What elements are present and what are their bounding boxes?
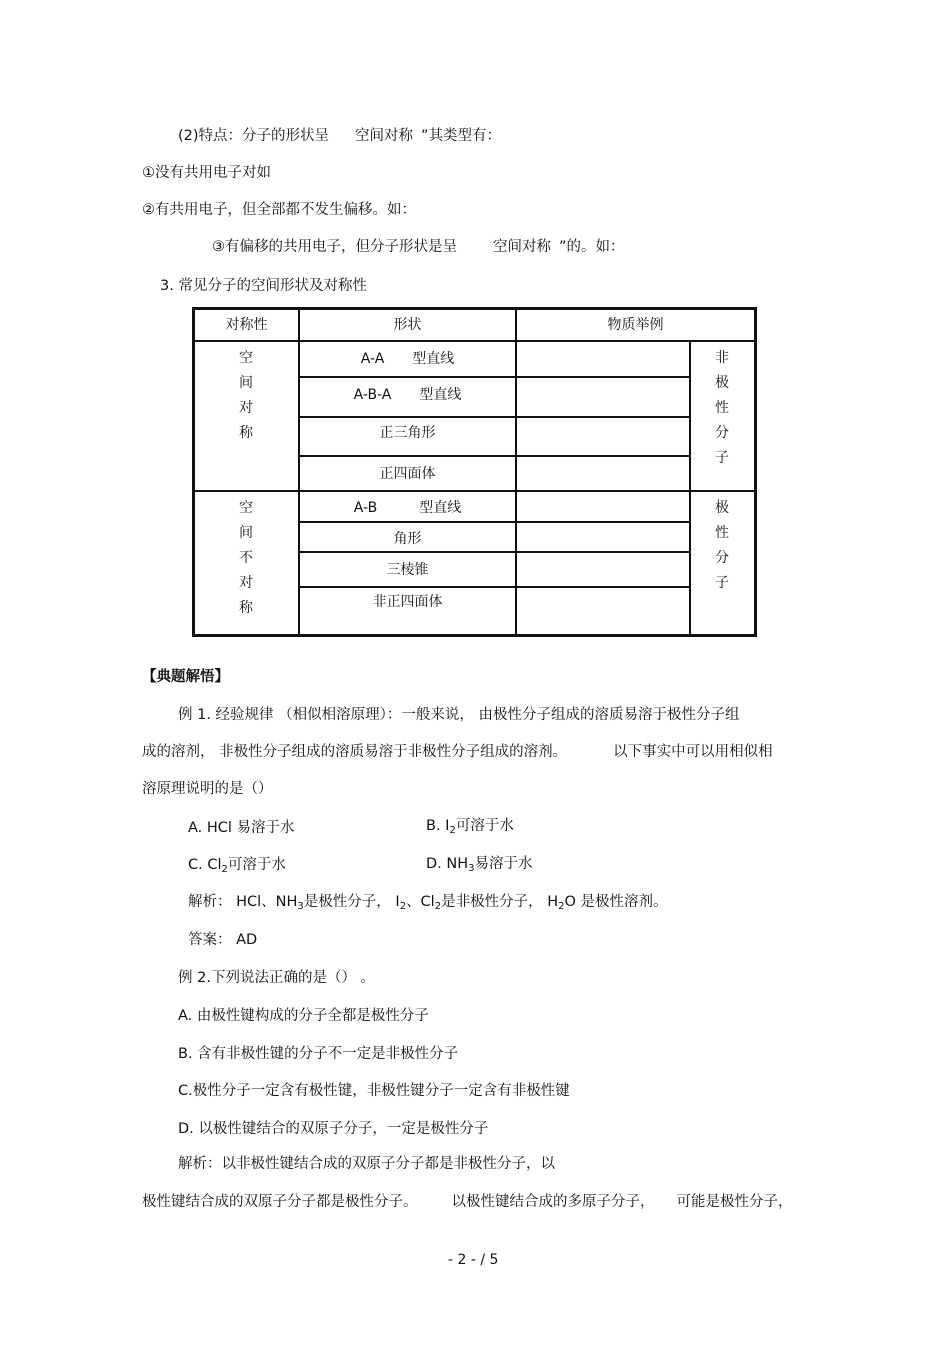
analysis-text: O 是极性溶剂。 [564,894,668,910]
option-a: A. HCl 易溶于水 [188,820,295,836]
subscript: 2 [558,901,565,912]
text-line-2: ①没有共用电子对如 [142,165,271,181]
polarity-char: 非 [715,350,729,366]
example1-line3: 溶原理说明的是（） [142,781,273,797]
polarity-char: 分 [715,550,729,566]
group2-label [231,496,261,621]
opt-text: B. I [426,818,450,834]
ex1-l2-part-b: 以下事实中可以用相似相 [613,744,773,760]
polarity-char: 性 [715,400,729,416]
example1-answer: 答案： AD [188,932,258,948]
shape-cell: 非正四面体 [372,594,443,610]
shape-cell: 正三角形 [379,425,436,441]
example1-line1: 例 1. 经验规律 （相似相溶原理）：一般来说， 由极性分子组成的溶质易溶于极性分子组 [178,707,740,723]
analysis-text: 、Cl [406,894,435,910]
opt-text: 可溶于水 [455,818,514,834]
l1-part-c: ”其类型有： [421,128,502,144]
subscript: 2 [399,901,407,912]
example2-option-c: C.极性分子一定含有极性键，非极性键分子一定含有非极性键 [178,1083,570,1099]
table-rule [195,490,754,492]
option-c [188,855,286,880]
text-line-1 [178,126,501,146]
analysis-text: 是极性分子， I [303,894,400,910]
ex1-l2-part-a: 成的溶剂， 非极性分子组成的溶质易溶于非极性分子组成的溶剂。 [142,744,568,760]
symmetry-table [192,307,757,637]
group2-polarity [707,496,737,596]
analysis-text: 以极性键结合成的多原子分子， [451,1194,655,1210]
table-rule [298,416,691,418]
shape-cell: A-B 型直线 [353,500,462,516]
l4-part-c: ”的。如： [559,239,625,255]
analysis-text: 可能是极性分子， [676,1194,793,1210]
example2-option-a: A. 由极性键构成的分子全都是极性分子 [178,1008,429,1024]
example2-option-b: B. 含有非极性键的分子不一定是非极性分子 [178,1046,459,1062]
l1-part-a: (2)特点：分子的形状呈 [178,128,330,144]
polarity-char: 子 [715,450,729,466]
group1-polarity [707,346,737,471]
example1-analysis [188,892,668,917]
table-header-symmetry: 对称性 [225,317,268,333]
label-char: 空 [239,500,253,516]
example2-option-d: D. 以极性键结合的双原子分子，一定是极性分子 [178,1121,489,1137]
table-rule [195,340,754,342]
subscript: 2 [449,825,456,836]
l1-part-b: 空间对称 [355,128,414,144]
table-rule [298,586,691,588]
table-rule [298,455,691,457]
page-number: - 2 - / 5 [448,1252,499,1268]
subscript: 3 [468,863,475,874]
option-b [426,816,514,841]
subscript: 2 [221,864,228,875]
opt-text: 易溶于水 [474,856,533,872]
label-char: 称 [239,425,253,441]
l4-part-b: 空间对称 [493,239,551,255]
opt-text: C. Cl [188,857,222,873]
table-rule [298,521,691,523]
l4-part-a: ③有偏移的共用电子，但分子形状是呈 [212,239,457,255]
group1-label [231,346,261,446]
label-char: 间 [239,525,253,541]
polarity-char: 极 [715,500,729,516]
polarity-char: 子 [715,575,729,591]
shape-cell: 正四面体 [379,466,436,482]
table-rule [689,342,691,634]
shape-cell: 角形 [393,531,422,547]
analysis-text: 解析： HCl、NH [188,894,298,910]
subscript: 2 [434,901,442,912]
label-char: 对 [239,400,253,416]
label-char: 不 [239,550,253,566]
polarity-char: 性 [715,525,729,541]
text-line-3: ②有共用电子，但全部都不发生偏移。如： [142,202,416,218]
shape-cell: 三棱锥 [386,562,429,578]
section-title: 【典题解悟】 [142,669,229,685]
label-char: 间 [239,375,253,391]
opt-text: 可溶于水 [227,857,286,873]
table-header-shape: 形状 [393,317,422,333]
label-char: 对 [239,575,253,591]
polarity-char: 分 [715,425,729,441]
table-rule [298,376,691,378]
analysis-text: 极性键结合成的双原子分子都是极性分子。 [142,1194,418,1210]
table-header-examples: 物质举例 [607,317,664,333]
polarity-char: 极 [715,375,729,391]
example1-line2 [142,742,773,762]
option-d [426,854,533,879]
shape-cell: A-B-A 型直线 [353,387,462,403]
subscript: 3 [297,901,304,912]
shape-cell: A-A 型直线 [360,351,455,367]
label-char: 称 [239,600,253,616]
example2-analysis-line2 [142,1192,793,1212]
opt-text: D. NH [426,856,469,872]
table-rule [298,551,691,553]
label-char: 空 [239,350,253,366]
text-line-4 [212,237,625,257]
example2-title: 例 2.下列说法正确的是（） 。 [178,970,376,986]
text-line-5: 3. 常见分子的空间形状及对称性 [160,278,367,294]
example2-analysis-line1: 解析：以非极性键结合成的双原子分子都是非极性分子，以 [178,1156,555,1172]
analysis-text: 是非极性分子， H [441,894,559,910]
